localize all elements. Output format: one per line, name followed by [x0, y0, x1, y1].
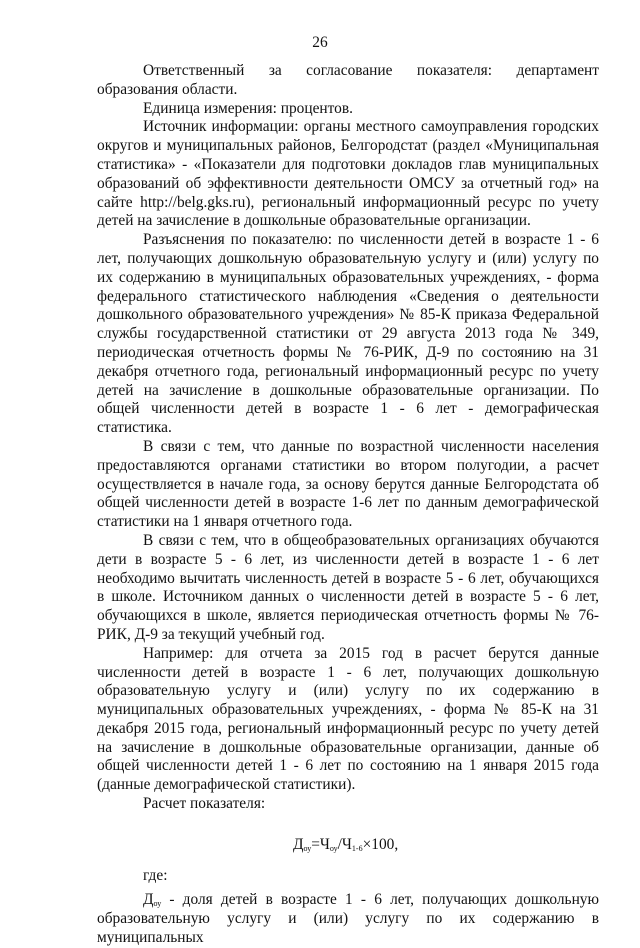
definition-text: - доля детей в возрасте 1 - 6 лет, получающих дошкольную образовательную услугу и (или) услугу по их содержанию в муниципальных [97, 891, 599, 947]
formula-equals: = [311, 835, 320, 853]
formula-numerator: Ч [319, 835, 330, 853]
formula-lhs-subscript: оу [303, 843, 312, 853]
paragraph-population-data: В связи с тем, что данные по возрастной численности населения предоставляются органами статистики во втором полугодии, а расчет осуществляется в начале года, за основу берутся данные Белгородстата об общей численности детей в возрасте 1-6 лет по данным демографической статистики на 1 января отчетного года. [97, 437, 599, 531]
definition-symbol-subscript: оу [153, 899, 162, 909]
paragraph-responsible: Ответственный за согласование показателя: департамент образования области. [97, 62, 599, 98]
where-label: где: [143, 866, 168, 884]
paragraph-school-children: В связи с тем, что в общеобразовательных организациях обучаются дети в возрасте 5 - 6 лет, из численности детей в возрасте 1 - 6 лет необходимо вычитать численность детей в возрасте 5 - 6 лет, обучающихся в школе. Источником данных о численности детей в возрасте 5 - 6 лет, обучающихся в школе, является периодическая отчетность формы № 76-РИК, Д-9 за текущий учебный год. [97, 531, 599, 643]
formula-multiplier: ×100, [362, 835, 399, 853]
paragraph-source: Источник информации: органы местного самоуправления городских округов и муниципальных районов, Белгородстат (раздел «Муниципальная статистика» - «Показатели для подготовки докладов глав муниципальных образований об эффективности деятельности ОМСУ за отчетный год» на сайте http://belg.gks.ru), региональный информационный ресурс по учету детей на зачисление в дошкольные образовательные организации. [97, 118, 599, 230]
formula-denominator-subscript: 1-6 [351, 843, 363, 853]
paragraph-unit: Единица измерения: процентов. [143, 99, 353, 117]
document-body [97, 62, 599, 948]
formula-divide: / [337, 835, 342, 853]
definition-doy [97, 891, 599, 947]
formula-numerator-subscript: оу [329, 843, 338, 853]
paragraph-explanation: Разъяснения по показателю: по численности детей в возрасте 1 - 6 лет, получающих дошкольную образовательную услугу и (или) услугу по их содержанию в муниципальных образовательных учреждениях, - форма федерального статистического наблюдения «Сведения о деятельности дошкольного образовательного учреждения» № 85-К приказа Федеральной службы государственной статистики от 29 августа 2013 года № 349, периодическая отчетность формы № 76-РИК, Д-9 по состоянию на 31 декабря отчетного года, региональный информационный ресурс по учету детей на зачисление в дошкольные образовательные организации. По общей численности детей в возрасте 1 - 6 лет - демографическая статистика. [97, 231, 599, 437]
paragraph-example: Например: для отчета за 2015 год в расчет берутся данные численности детей в возрасте 1 - 6 лет, получающих дошкольную образовательную услугу и (или) услугу по их содержанию в муниципальных образовательных учреждениях, - форма № 85-К на 31 декабря 2015 года, региональный информационный ресурс по учету детей на зачисление в дошкольные образовательные организации, данные об общей численности детей 1 - 6 лет по состоянию на 1 января 2015 года (данные демографической статистики). [97, 644, 599, 794]
formula [97, 836, 599, 855]
formula-lhs: Д [293, 835, 304, 853]
paragraph-calculation-label: Расчет показателя: [143, 795, 266, 813]
page-number: 26 [312, 34, 328, 51]
definition-symbol: Д [143, 891, 154, 909]
formula-denominator: Ч [341, 835, 352, 853]
